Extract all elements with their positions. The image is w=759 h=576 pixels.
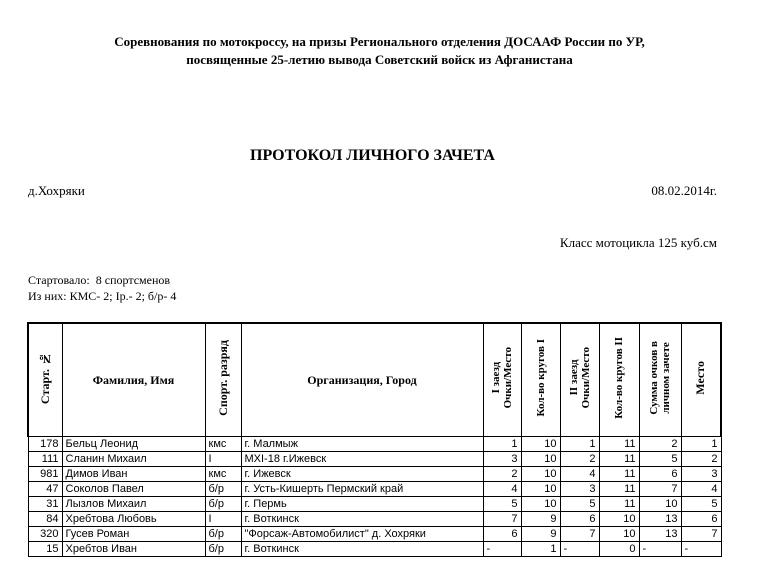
cell-heat1: 1: [483, 437, 521, 452]
cell-rank: б/р: [205, 497, 241, 512]
cell-rank: б/р: [205, 542, 241, 557]
cell-laps2: 10: [599, 512, 639, 527]
header-laps2: Кол-во кругов II: [599, 323, 639, 437]
cell-start-number: 320: [28, 527, 62, 542]
cell-heat1: 3: [483, 452, 521, 467]
cell-laps1: 9: [521, 527, 560, 542]
cell-sum: 7: [639, 482, 681, 497]
cell-sum: 10: [639, 497, 681, 512]
header-organization: Организация, Город: [241, 323, 483, 437]
table-row: [28, 482, 721, 497]
competition-title-line2: посвященные 25-летию вывода Советский войск из Афганистана: [186, 52, 573, 67]
cell-organization: г. Воткинск: [241, 512, 483, 527]
cell-heat2: 3: [560, 482, 599, 497]
table-row: [28, 542, 721, 557]
cell-start-number: 178: [28, 437, 62, 452]
cell-place: 1: [681, 437, 721, 452]
cell-heat1: 4: [483, 482, 521, 497]
header-rank: Спорт. разряд: [205, 323, 241, 437]
header-laps1: Кол-во кругов I: [521, 323, 560, 437]
date-label: 08.02.2014г.: [651, 183, 717, 198]
cell-laps1: 9: [521, 512, 560, 527]
cell-start-number: 111: [28, 452, 62, 467]
table-row: [28, 452, 721, 467]
table-header-row: [28, 323, 721, 437]
cell-rank: I: [205, 452, 241, 467]
cell-name: Соколов Павел: [62, 482, 205, 497]
results-table: [27, 322, 722, 557]
cell-rank: б/р: [205, 482, 241, 497]
cell-start-number: 31: [28, 497, 62, 512]
cell-sum: -: [639, 542, 681, 557]
cell-laps1: 10: [521, 482, 560, 497]
header-name: Фамилия, Имя: [62, 323, 205, 437]
cell-organization: г. Усть-Кишерть Пермский край: [241, 482, 483, 497]
header-sum: Сумма очков в личном зачете: [639, 323, 681, 437]
cell-place: 5: [681, 497, 721, 512]
header-heat2: II заезд Очки/Место: [560, 323, 599, 437]
cell-organization: МХI-18 г.Ижевск: [241, 452, 483, 467]
cell-heat2: 2: [560, 452, 599, 467]
cell-rank: I: [205, 512, 241, 527]
cell-heat2: 6: [560, 512, 599, 527]
table-row: [28, 497, 721, 512]
cell-place: 7: [681, 527, 721, 542]
cell-start-number: 84: [28, 512, 62, 527]
cell-laps2: 11: [599, 497, 639, 512]
cell-place: 4: [681, 482, 721, 497]
cell-laps1: 10: [521, 497, 560, 512]
started-summary: [28, 272, 176, 304]
cell-name: Бельц Леонид: [62, 437, 205, 452]
cell-sum: 5: [639, 452, 681, 467]
cell-place: 2: [681, 452, 721, 467]
cell-organization: г. Ижевск: [241, 467, 483, 482]
cell-name: Сланин Михаил: [62, 452, 205, 467]
competition-title-line1: Соревнования по мотокроссу, на призы Регионального отделения ДОСААФ России по УР,: [114, 34, 645, 49]
cell-heat1: -: [483, 542, 521, 557]
header-heat1: I заезд Очки/Место: [483, 323, 521, 437]
cell-rank: б/р: [205, 527, 241, 542]
cell-name: Гусев Роман: [62, 527, 205, 542]
table-row: [28, 512, 721, 527]
cell-place: 3: [681, 467, 721, 482]
cell-name: Димов Иван: [62, 467, 205, 482]
cell-heat2: 7: [560, 527, 599, 542]
table-row: [28, 527, 721, 542]
cell-rank: кмс: [205, 437, 241, 452]
cell-laps2: 11: [599, 482, 639, 497]
started-count: Стартовало: 8 спортсменов: [28, 273, 171, 287]
cell-start-number: 47: [28, 482, 62, 497]
cell-place: 6: [681, 512, 721, 527]
cell-organization: г. Пермь: [241, 497, 483, 512]
cell-heat2: 1: [560, 437, 599, 452]
cell-start-number: 15: [28, 542, 62, 557]
cell-name: Хребтова Любовь: [62, 512, 205, 527]
cell-rank: кмс: [205, 467, 241, 482]
protocol-title: ПРОТОКОЛ ЛИЧНОГО ЗАЧЕТА: [250, 147, 495, 164]
cell-sum: 2: [639, 437, 681, 452]
header-start-number: Старт. №: [28, 323, 62, 437]
cell-laps2: 11: [599, 437, 639, 452]
cell-sum: 6: [639, 467, 681, 482]
cell-laps1: 10: [521, 437, 560, 452]
cell-heat1: 2: [483, 467, 521, 482]
cell-start-number: 981: [28, 467, 62, 482]
cell-heat1: 5: [483, 497, 521, 512]
cell-laps1: 10: [521, 452, 560, 467]
header-place: Место: [681, 323, 721, 437]
competition-title: [0, 33, 759, 69]
cell-heat1: 6: [483, 527, 521, 542]
motorcycle-class-label: Класс мотоцикла 125 куб.см: [559, 235, 717, 250]
cell-sum: 13: [639, 527, 681, 542]
cell-organization: г. Воткинск: [241, 542, 483, 557]
cell-heat2: -: [560, 542, 599, 557]
cell-organization: г. Малмыж: [241, 437, 483, 452]
table-row: [28, 467, 721, 482]
cell-sum: 13: [639, 512, 681, 527]
cell-laps2: 10: [599, 527, 639, 542]
cell-laps2: 11: [599, 452, 639, 467]
started-breakdown: Из них: КМС- 2; Iр.- 2; б/р- 4: [28, 289, 177, 303]
table-row: [28, 437, 721, 452]
cell-laps1: 10: [521, 467, 560, 482]
cell-heat2: 4: [560, 467, 599, 482]
venue-label: д.Хохряки: [28, 183, 85, 198]
cell-heat2: 5: [560, 497, 599, 512]
cell-name: Лызлов Михаил: [62, 497, 205, 512]
cell-laps2: 0: [599, 542, 639, 557]
cell-name: Хребтов Иван: [62, 542, 205, 557]
cell-place: -: [681, 542, 721, 557]
cell-laps1: 1: [521, 542, 560, 557]
cell-heat1: 7: [483, 512, 521, 527]
cell-laps2: 11: [599, 467, 639, 482]
cell-organization: "Форсаж-Автомобилист" д. Хохряки: [241, 527, 483, 542]
